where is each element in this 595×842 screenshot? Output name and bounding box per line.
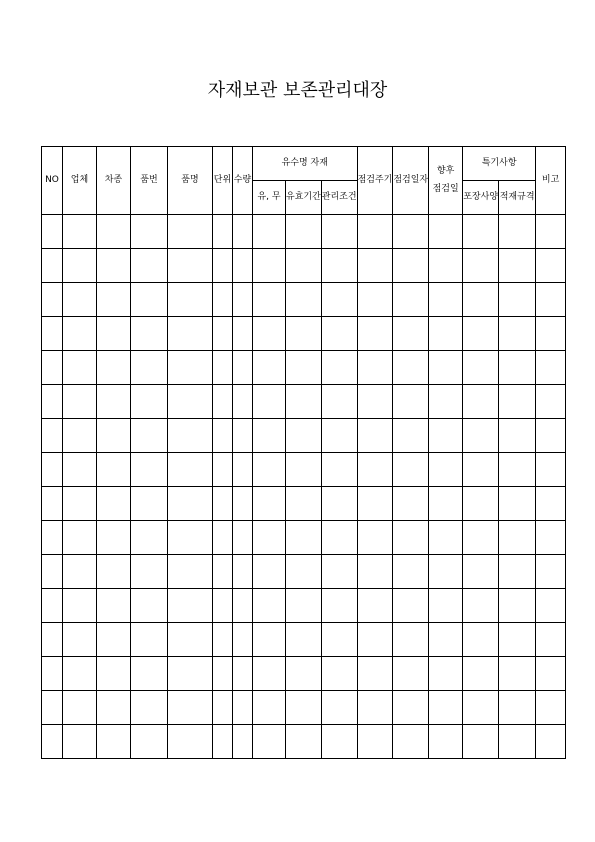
table-cell[interactable] (168, 555, 213, 589)
table-cell[interactable] (429, 385, 463, 419)
table-cell[interactable] (131, 555, 168, 589)
header-expiry-group: 유수명 자재 (253, 147, 358, 181)
table-cell[interactable] (536, 385, 566, 419)
table-cell[interactable] (97, 555, 131, 589)
header-no: NO (42, 147, 63, 215)
table-row (42, 725, 566, 759)
table-cell[interactable] (393, 521, 429, 555)
table-cell[interactable] (499, 487, 536, 521)
table-cell[interactable] (63, 249, 97, 283)
table-cell[interactable] (253, 691, 286, 725)
table-row (42, 385, 566, 419)
table-cell[interactable] (429, 249, 463, 283)
table-cell[interactable] (131, 725, 168, 759)
table-cell[interactable] (499, 657, 536, 691)
table-cell[interactable] (429, 215, 463, 249)
table-cell[interactable] (321, 317, 357, 351)
table-cell[interactable] (63, 351, 97, 385)
table-cell[interactable] (42, 623, 63, 657)
table-cell[interactable] (536, 589, 566, 623)
table-row (42, 215, 566, 249)
table-row (42, 521, 566, 555)
table-cell[interactable] (463, 623, 499, 657)
table-cell[interactable] (321, 725, 357, 759)
table-cell[interactable] (357, 555, 393, 589)
table-row (42, 589, 566, 623)
table-cell[interactable] (463, 657, 499, 691)
table-cell[interactable] (253, 419, 286, 453)
table-cell[interactable] (286, 691, 322, 725)
table-cell[interactable] (321, 589, 357, 623)
table-cell[interactable] (429, 657, 463, 691)
table-cell[interactable] (499, 215, 536, 249)
table-cell[interactable] (42, 249, 63, 283)
table-cell[interactable] (42, 453, 63, 487)
table-cell[interactable] (463, 555, 499, 589)
table-cell[interactable] (429, 351, 463, 385)
table-cell[interactable] (286, 521, 322, 555)
table-cell[interactable] (131, 589, 168, 623)
table-cell[interactable] (97, 351, 131, 385)
table-cell[interactable] (499, 317, 536, 351)
header-stacking: 적재규격 (499, 181, 536, 215)
table-cell[interactable] (286, 351, 322, 385)
table-cell[interactable] (499, 283, 536, 317)
table-cell[interactable] (63, 623, 97, 657)
table-row (42, 351, 566, 385)
table-cell[interactable] (321, 453, 357, 487)
table-cell[interactable] (233, 453, 253, 487)
table-cell[interactable] (429, 691, 463, 725)
table-cell[interactable] (42, 589, 63, 623)
table-cell[interactable] (233, 419, 253, 453)
table-row (42, 657, 566, 691)
table-cell[interactable] (357, 725, 393, 759)
table-cell[interactable] (536, 249, 566, 283)
table-cell[interactable] (536, 555, 566, 589)
table-cell[interactable] (393, 691, 429, 725)
table-cell[interactable] (536, 487, 566, 521)
table-cell[interactable] (393, 657, 429, 691)
table-cell[interactable] (286, 283, 322, 317)
table-cell[interactable] (286, 249, 322, 283)
table-cell[interactable] (233, 215, 253, 249)
table-cell[interactable] (97, 453, 131, 487)
table-cell[interactable] (536, 521, 566, 555)
table-cell[interactable] (253, 249, 286, 283)
table-cell[interactable] (168, 419, 213, 453)
header-part-name: 품명 (168, 147, 213, 215)
table-cell[interactable] (429, 487, 463, 521)
table-cell[interactable] (42, 691, 63, 725)
table-cell[interactable] (213, 283, 233, 317)
table-cell[interactable] (131, 623, 168, 657)
table-cell[interactable] (321, 555, 357, 589)
table-cell[interactable] (463, 691, 499, 725)
table-cell[interactable] (429, 317, 463, 351)
table-cell[interactable] (393, 283, 429, 317)
table-cell[interactable] (499, 521, 536, 555)
header-remarks: 비고 (536, 147, 566, 215)
table-cell[interactable] (63, 521, 97, 555)
table-cell[interactable] (168, 521, 213, 555)
header-inspection-date: 점검일자 (393, 147, 429, 215)
table-cell[interactable] (97, 725, 131, 759)
table-cell[interactable] (63, 657, 97, 691)
table-cell[interactable] (42, 419, 63, 453)
table-cell[interactable] (97, 589, 131, 623)
table-cell[interactable] (429, 521, 463, 555)
table-cell[interactable] (429, 419, 463, 453)
table-body (42, 215, 566, 759)
table-cell[interactable] (42, 555, 63, 589)
table-cell[interactable] (168, 249, 213, 283)
table-cell[interactable] (253, 215, 286, 249)
table-cell[interactable] (63, 691, 97, 725)
table-cell[interactable] (393, 487, 429, 521)
table-cell[interactable] (131, 351, 168, 385)
table-cell[interactable] (393, 351, 429, 385)
table-cell[interactable] (168, 317, 213, 351)
table-cell[interactable] (97, 249, 131, 283)
table-cell[interactable] (463, 249, 499, 283)
table-cell[interactable] (213, 351, 233, 385)
table-cell[interactable] (63, 487, 97, 521)
table-cell[interactable] (499, 351, 536, 385)
table-cell[interactable] (168, 215, 213, 249)
table-cell[interactable] (97, 521, 131, 555)
table-cell[interactable] (321, 691, 357, 725)
table-row (42, 623, 566, 657)
table-row (42, 691, 566, 725)
table-cell[interactable] (286, 623, 322, 657)
table-cell[interactable] (393, 215, 429, 249)
table-cell[interactable] (286, 419, 322, 453)
table-cell[interactable] (393, 385, 429, 419)
table-cell[interactable] (168, 623, 213, 657)
table-cell[interactable] (131, 453, 168, 487)
table-cell[interactable] (429, 283, 463, 317)
table-cell[interactable] (499, 691, 536, 725)
table-cell[interactable] (97, 691, 131, 725)
table-row (42, 283, 566, 317)
table-row (42, 453, 566, 487)
table-cell[interactable] (97, 657, 131, 691)
table-cell[interactable] (499, 249, 536, 283)
table-cell[interactable] (131, 317, 168, 351)
table-cell[interactable] (286, 385, 322, 419)
table-cell[interactable] (536, 283, 566, 317)
table-cell[interactable] (97, 385, 131, 419)
header-expiry-period: 유효기간 (286, 181, 322, 215)
table-cell[interactable] (253, 453, 286, 487)
table-cell[interactable] (233, 249, 253, 283)
table-cell[interactable] (168, 283, 213, 317)
table-cell[interactable] (233, 487, 253, 521)
table-cell[interactable] (63, 725, 97, 759)
table-cell[interactable] (42, 725, 63, 759)
table-cell[interactable] (233, 351, 253, 385)
table-cell[interactable] (429, 453, 463, 487)
table-cell[interactable] (253, 351, 286, 385)
table-cell[interactable] (213, 453, 233, 487)
table-cell[interactable] (213, 657, 233, 691)
table-cell[interactable] (168, 657, 213, 691)
table-cell[interactable] (393, 623, 429, 657)
table-cell[interactable] (499, 623, 536, 657)
header-company: 업체 (63, 147, 97, 215)
table-cell[interactable] (213, 385, 233, 419)
page-title: 자재보관 보존관리대장 (207, 80, 388, 101)
table-cell[interactable] (357, 691, 393, 725)
table-cell[interactable] (393, 249, 429, 283)
table-cell[interactable] (321, 419, 357, 453)
table-cell[interactable] (286, 215, 322, 249)
table-cell[interactable] (42, 521, 63, 555)
table-cell[interactable] (253, 385, 286, 419)
table-cell[interactable] (463, 589, 499, 623)
table-cell[interactable] (131, 521, 168, 555)
table-cell[interactable] (97, 419, 131, 453)
table-cell[interactable] (42, 215, 63, 249)
table-cell[interactable] (63, 419, 97, 453)
table-cell[interactable] (168, 453, 213, 487)
table-cell[interactable] (42, 317, 63, 351)
table-cell[interactable] (357, 317, 393, 351)
table-cell[interactable] (357, 419, 393, 453)
table-cell[interactable] (321, 249, 357, 283)
table-cell[interactable] (168, 487, 213, 521)
header-inspection-cycle: 점검주기 (357, 147, 393, 215)
table-cell[interactable] (63, 283, 97, 317)
table-cell[interactable] (393, 555, 429, 589)
table-cell[interactable] (233, 385, 253, 419)
table-cell[interactable] (131, 691, 168, 725)
table-cell[interactable] (357, 589, 393, 623)
table-cell[interactable] (97, 283, 131, 317)
table-row (42, 249, 566, 283)
table-cell[interactable] (168, 725, 213, 759)
table-row (42, 487, 566, 521)
table-cell[interactable] (321, 385, 357, 419)
table-cell[interactable] (499, 589, 536, 623)
table-cell[interactable] (97, 623, 131, 657)
table-cell[interactable] (131, 283, 168, 317)
table-cell[interactable] (357, 249, 393, 283)
header-special-group: 특기사항 (463, 147, 536, 181)
table-cell[interactable] (536, 691, 566, 725)
table-cell[interactable] (97, 215, 131, 249)
table-cell[interactable] (286, 657, 322, 691)
header-unit: 단위 (213, 147, 233, 215)
table-cell[interactable] (463, 385, 499, 419)
table-cell[interactable] (536, 453, 566, 487)
table-cell[interactable] (393, 725, 429, 759)
table-cell[interactable] (429, 555, 463, 589)
table-cell[interactable] (393, 453, 429, 487)
header-next-inspection-top: 향후 (436, 166, 455, 177)
table-cell[interactable] (131, 249, 168, 283)
table-cell[interactable] (233, 657, 253, 691)
header-next-inspection (429, 147, 463, 215)
table-cell[interactable] (536, 215, 566, 249)
table-cell[interactable] (131, 419, 168, 453)
table-cell[interactable] (63, 555, 97, 589)
table-cell[interactable] (357, 521, 393, 555)
table-cell[interactable] (463, 521, 499, 555)
table-cell[interactable] (499, 453, 536, 487)
table-cell[interactable] (499, 725, 536, 759)
table-cell[interactable] (321, 623, 357, 657)
table-cell[interactable] (463, 283, 499, 317)
table-cell[interactable] (286, 725, 322, 759)
table-cell[interactable] (213, 555, 233, 589)
table-cell[interactable] (233, 521, 253, 555)
table-cell[interactable] (253, 283, 286, 317)
table-cell[interactable] (253, 521, 286, 555)
table-cell[interactable] (357, 283, 393, 317)
table-cell[interactable] (213, 691, 233, 725)
table-cell[interactable] (63, 385, 97, 419)
table-cell[interactable] (168, 385, 213, 419)
table-cell[interactable] (233, 623, 253, 657)
table-cell[interactable] (63, 589, 97, 623)
table-cell[interactable] (253, 589, 286, 623)
table-cell[interactable] (463, 351, 499, 385)
table-cell[interactable] (213, 725, 233, 759)
table-cell[interactable] (429, 725, 463, 759)
table-cell[interactable] (253, 725, 286, 759)
header-packing: 포장사양 (463, 181, 499, 215)
table-cell[interactable] (213, 215, 233, 249)
header-quantity: 수량 (233, 147, 253, 215)
table-header (42, 147, 566, 215)
table-row (42, 419, 566, 453)
table-cell[interactable] (321, 215, 357, 249)
header-part-no: 품번 (131, 147, 168, 215)
table-cell[interactable] (321, 521, 357, 555)
header-management-condition: 관리조건 (321, 181, 357, 215)
table-cell[interactable] (63, 215, 97, 249)
table-cell[interactable] (42, 351, 63, 385)
table-cell[interactable] (131, 487, 168, 521)
table-cell[interactable] (357, 487, 393, 521)
table-cell[interactable] (213, 249, 233, 283)
table-cell[interactable] (253, 317, 286, 351)
table-cell[interactable] (321, 283, 357, 317)
table-cell[interactable] (393, 317, 429, 351)
table-cell[interactable] (286, 487, 322, 521)
table-cell[interactable] (253, 487, 286, 521)
table-cell[interactable] (168, 351, 213, 385)
table-cell[interactable] (429, 623, 463, 657)
table-cell[interactable] (536, 419, 566, 453)
table-cell[interactable] (131, 215, 168, 249)
table-cell[interactable] (233, 317, 253, 351)
table-cell[interactable] (233, 589, 253, 623)
table-cell[interactable] (321, 351, 357, 385)
header-next-inspection-bottom: 점검일 (432, 183, 459, 194)
table-cell[interactable] (253, 623, 286, 657)
table-cell[interactable] (463, 453, 499, 487)
table-cell[interactable] (213, 419, 233, 453)
table-cell[interactable] (499, 385, 536, 419)
table-cell[interactable] (286, 453, 322, 487)
table-cell[interactable] (131, 657, 168, 691)
header-expiry-yn: 유, 무 (253, 181, 286, 215)
table-cell[interactable] (63, 317, 97, 351)
table-cell[interactable] (536, 657, 566, 691)
table-cell[interactable] (463, 487, 499, 521)
table-cell[interactable] (536, 623, 566, 657)
table-cell[interactable] (42, 385, 63, 419)
table-cell[interactable] (213, 623, 233, 657)
table-cell[interactable] (213, 317, 233, 351)
table-cell[interactable] (499, 419, 536, 453)
table-cell[interactable] (321, 657, 357, 691)
table-cell[interactable] (213, 487, 233, 521)
table-cell[interactable] (286, 317, 322, 351)
table-cell[interactable] (463, 419, 499, 453)
table-cell[interactable] (253, 657, 286, 691)
header-vehicle: 차종 (97, 147, 131, 215)
table-cell[interactable] (168, 589, 213, 623)
table-cell[interactable] (357, 351, 393, 385)
table-cell[interactable] (42, 283, 63, 317)
table-cell[interactable] (286, 555, 322, 589)
table-cell[interactable] (233, 691, 253, 725)
table-cell[interactable] (429, 589, 463, 623)
table-cell[interactable] (463, 215, 499, 249)
table-cell[interactable] (357, 215, 393, 249)
table-cell[interactable] (393, 419, 429, 453)
table-cell[interactable] (42, 487, 63, 521)
table-cell[interactable] (286, 589, 322, 623)
table-cell[interactable] (393, 589, 429, 623)
table-cell[interactable] (63, 453, 97, 487)
table-cell[interactable] (536, 351, 566, 385)
table-cell[interactable] (213, 589, 233, 623)
table-cell[interactable] (463, 725, 499, 759)
table-cell[interactable] (233, 283, 253, 317)
table-cell[interactable] (168, 691, 213, 725)
table-cell[interactable] (42, 657, 63, 691)
table-cell[interactable] (233, 725, 253, 759)
table-cell[interactable] (357, 657, 393, 691)
ledger-table (41, 146, 566, 759)
table-cell[interactable] (536, 317, 566, 351)
table-cell[interactable] (97, 317, 131, 351)
table-cell[interactable] (499, 555, 536, 589)
table-cell[interactable] (253, 555, 286, 589)
table-row (42, 555, 566, 589)
table-cell[interactable] (463, 317, 499, 351)
table-row (42, 317, 566, 351)
table-cell[interactable] (321, 487, 357, 521)
table-cell[interactable] (357, 623, 393, 657)
table-cell[interactable] (357, 385, 393, 419)
table-cell[interactable] (131, 385, 168, 419)
table-cell[interactable] (233, 555, 253, 589)
table-cell[interactable] (357, 453, 393, 487)
table-cell[interactable] (97, 487, 131, 521)
table-cell[interactable] (213, 521, 233, 555)
table-cell[interactable] (536, 725, 566, 759)
